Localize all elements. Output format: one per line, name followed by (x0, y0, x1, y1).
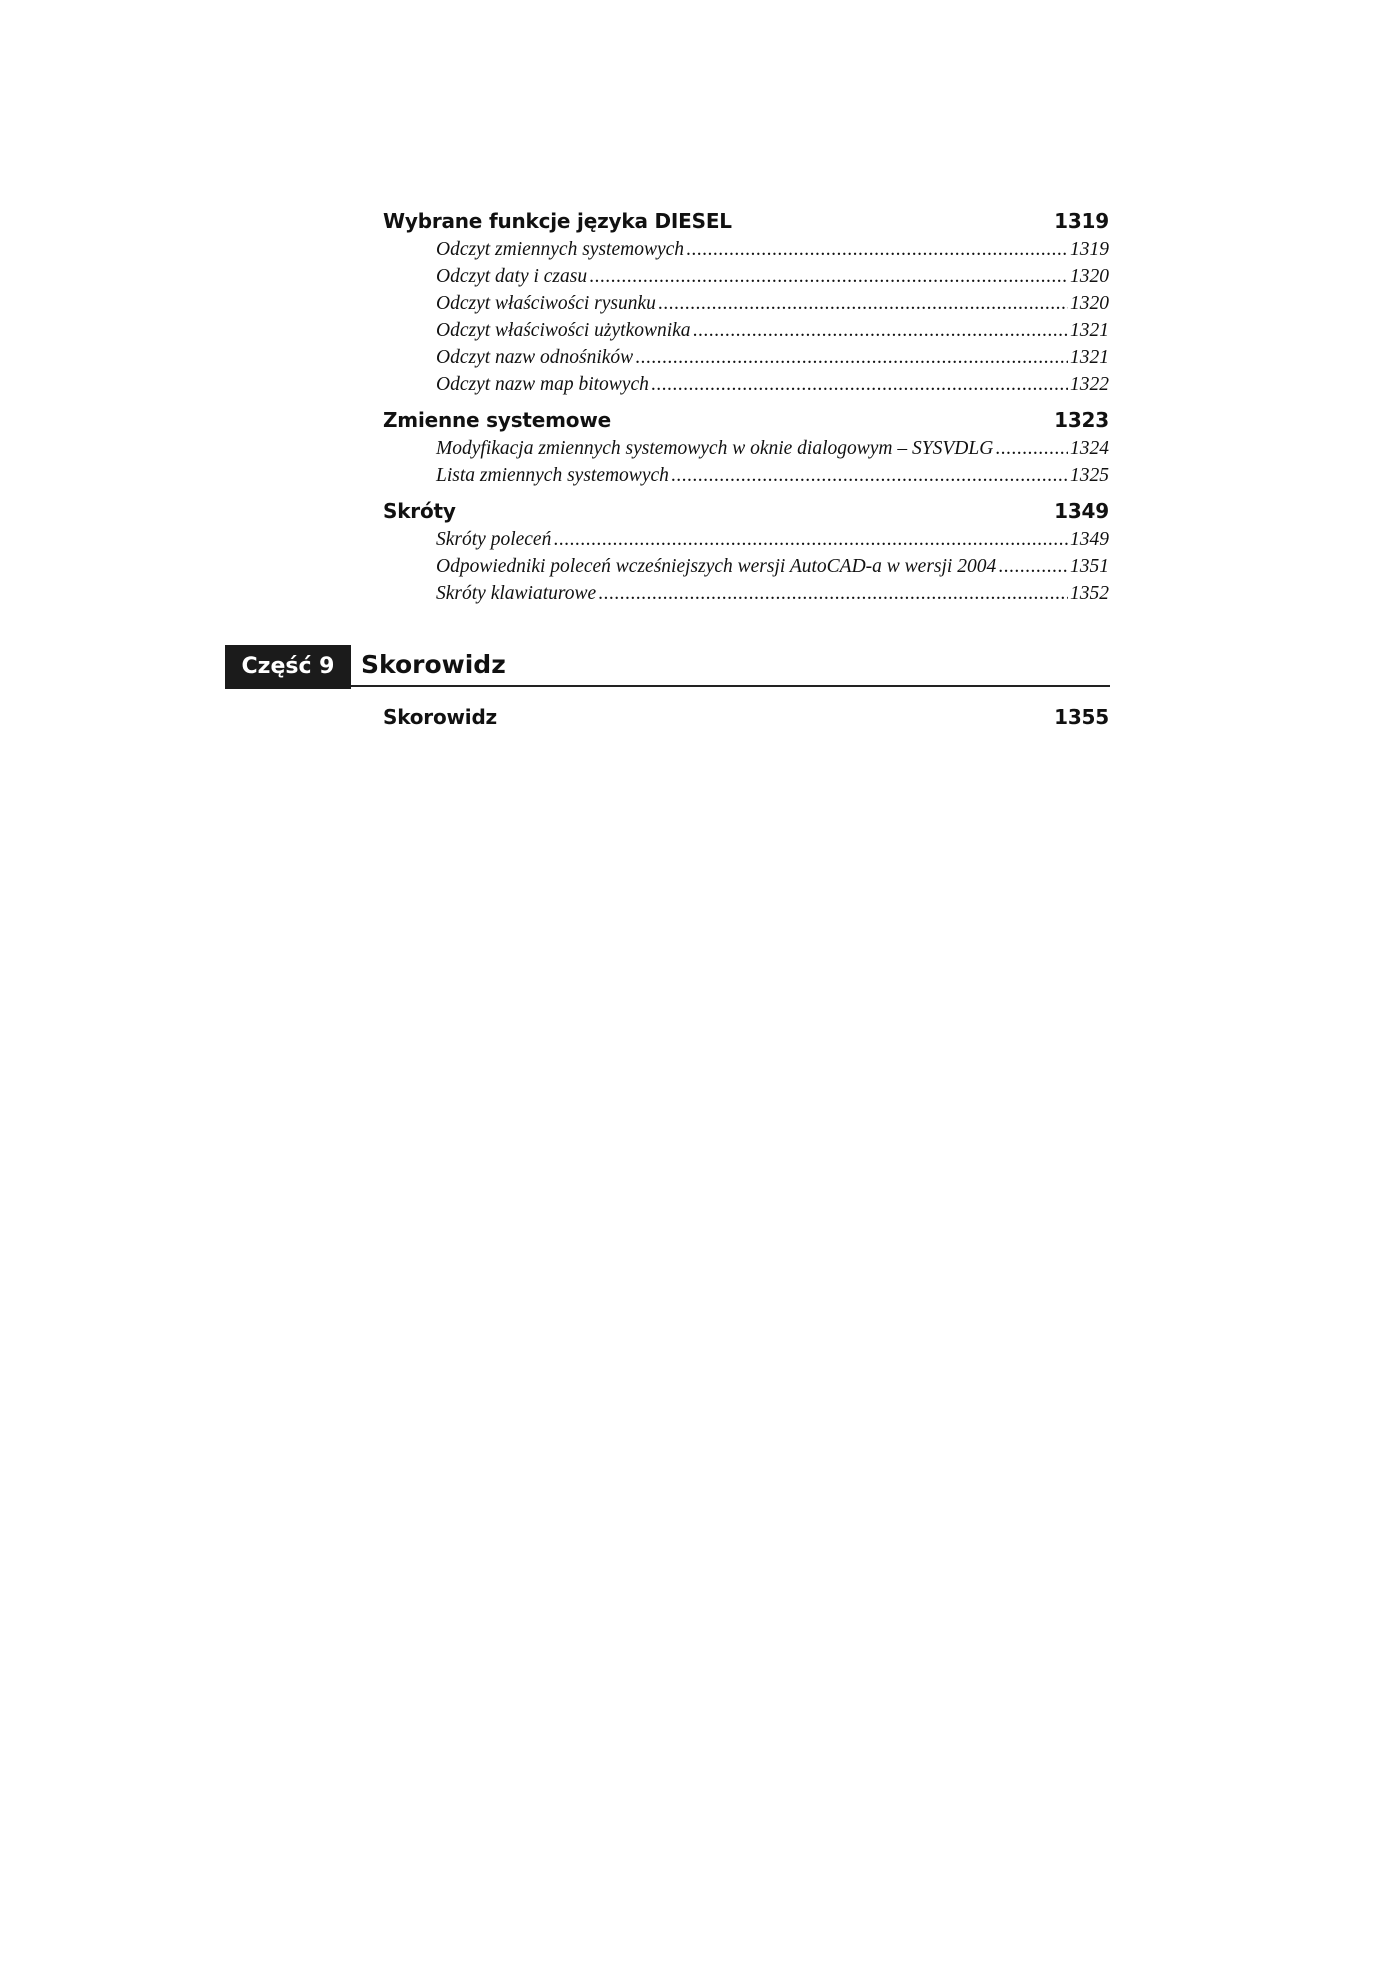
dot-leader (998, 553, 1068, 580)
section-page-number: 1321 (1070, 320, 1109, 341)
table-of-contents (383, 206, 1109, 607)
section-title: Odczyt nazw map bitowych (436, 374, 649, 395)
dot-leader (553, 526, 1068, 553)
section-list (383, 526, 1109, 607)
section-title: Odczyt nazw odnośników (436, 347, 634, 368)
section-title: Odczyt właściwości użytkownika (436, 320, 691, 341)
chapter-title: Skróty (383, 499, 456, 523)
chapter-page-number: 1319 (1054, 209, 1109, 233)
section-list (383, 236, 1109, 398)
chapter-group (383, 206, 1109, 398)
dot-leader (995, 435, 1068, 462)
section-page-number: 1322 (1070, 374, 1109, 395)
chapter-page-number: 1323 (1054, 408, 1109, 432)
chapter-page-number: 1349 (1054, 499, 1109, 523)
section-title: Odczyt zmiennych systemowych (436, 239, 685, 260)
section-entry (436, 580, 1109, 607)
section-page-number: 1349 (1070, 529, 1109, 550)
chapter-page-number: 1355 (1054, 705, 1109, 729)
chapter-heading (383, 206, 1109, 236)
dot-leader (686, 236, 1068, 263)
section-entry (436, 263, 1109, 290)
chapter-title: Skorowidz (383, 705, 498, 729)
section-page-number: 1319 (1070, 239, 1109, 260)
section-title: Modyfikacja zmiennych systemowych w oknie dialogowym – SYSVDLG (436, 438, 994, 459)
chapter-heading (383, 496, 1109, 526)
chapter-heading (383, 702, 1109, 732)
chapter-group (383, 496, 1109, 607)
section-entry (436, 290, 1109, 317)
section-page-number: 1324 (1070, 438, 1109, 459)
section-entry (436, 462, 1109, 489)
section-page-number: 1320 (1070, 266, 1109, 287)
dot-leader (651, 371, 1068, 398)
section-entry (436, 371, 1109, 398)
section-entry (436, 526, 1109, 553)
chapter-title: Zmienne systemowe (383, 408, 611, 432)
part-divider-rule (351, 685, 1110, 687)
section-entry (436, 344, 1109, 371)
section-page-number: 1320 (1070, 293, 1109, 314)
section-entry (436, 236, 1109, 263)
dot-leader (598, 580, 1068, 607)
part-title: Skorowidz (361, 650, 506, 679)
section-entry (436, 553, 1109, 580)
section-title: Odczyt właściwości rysunku (436, 293, 656, 314)
dot-leader (671, 462, 1068, 489)
chapter-group (383, 405, 1109, 489)
section-title: Lista zmiennych systemowych (436, 465, 669, 486)
section-list (383, 435, 1109, 489)
dot-leader (693, 317, 1068, 344)
section-title: Odpowiedniki poleceń wcześniejszych wersji AutoCAD-a w wersji 2004 (436, 556, 997, 577)
section-page-number: 1321 (1070, 347, 1109, 368)
dot-leader (635, 344, 1068, 371)
section-entry (436, 317, 1109, 344)
dot-leader (658, 290, 1068, 317)
chapter-title: Wybrane funkcje języka DIESEL (383, 209, 732, 233)
part-label: Część 9 (225, 645, 351, 689)
section-page-number: 1352 (1070, 583, 1109, 604)
section-entry (436, 435, 1109, 462)
part-header (225, 645, 1110, 689)
section-page-number: 1325 (1070, 465, 1109, 486)
section-page-number: 1351 (1070, 556, 1109, 577)
part-chapter-list (383, 702, 1109, 732)
dot-leader (589, 263, 1068, 290)
section-title: Odczyt daty i czasu (436, 266, 588, 287)
section-title: Skróty klawiaturowe (436, 583, 597, 604)
chapter-heading (383, 405, 1109, 435)
section-title: Skróty poleceń (436, 529, 552, 550)
